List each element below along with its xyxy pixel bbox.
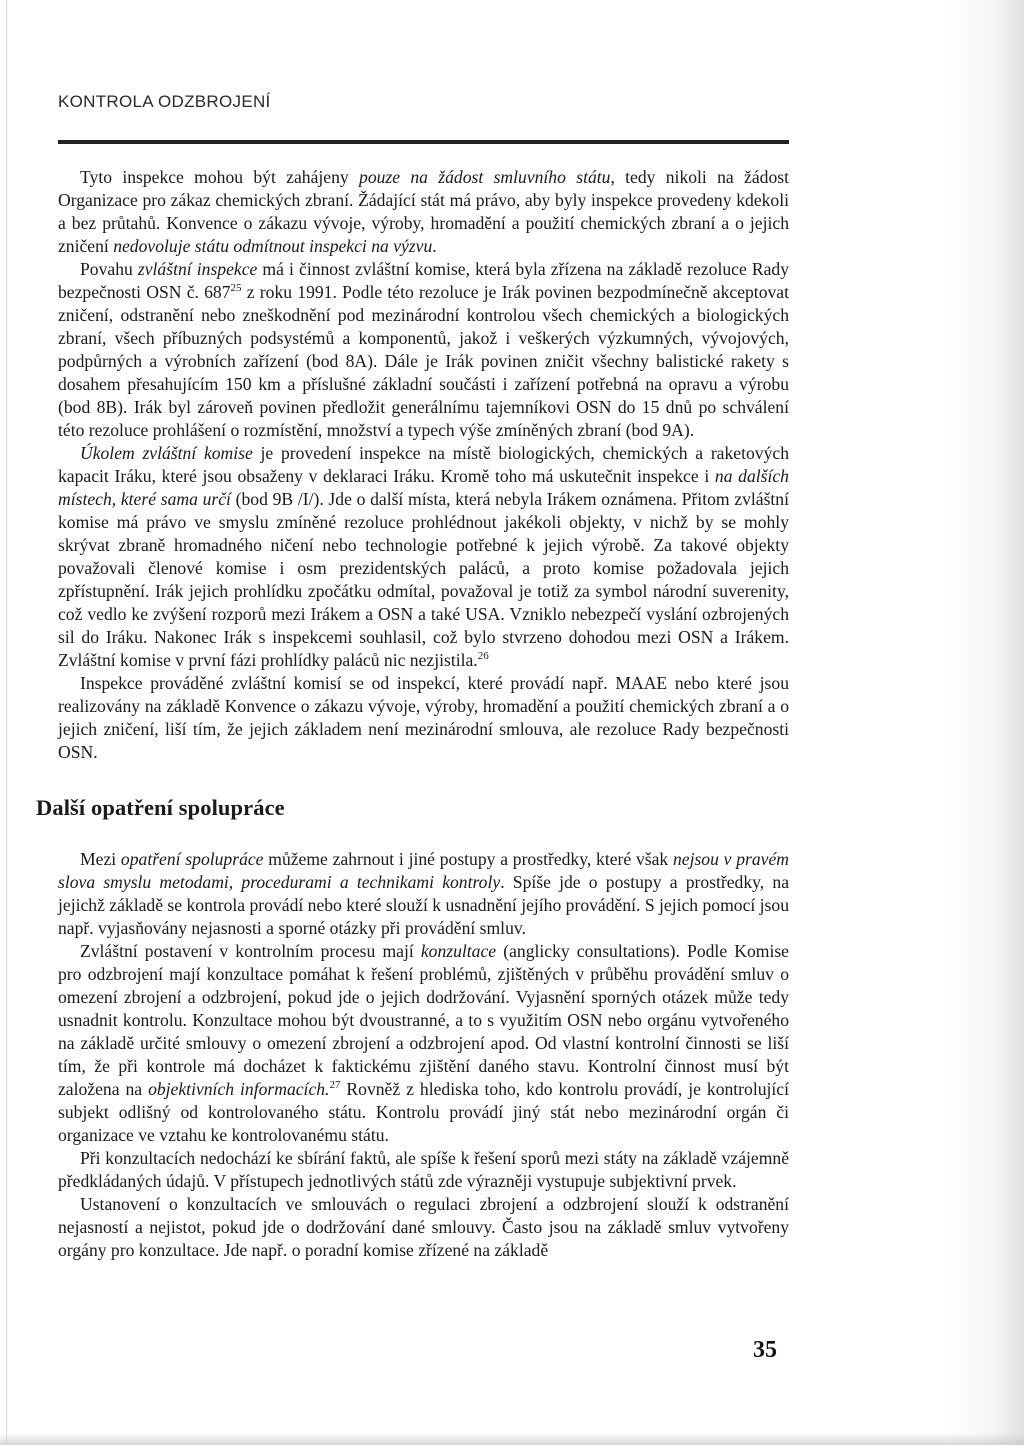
running-head: KONTROLA ODZBROJENÍ — [58, 92, 271, 111]
footnote-ref-26: 26 — [477, 650, 489, 663]
page-left-edge — [6, 0, 7, 1445]
emphasis: nedovoluje státu odmítnout inspekci na výzvu — [113, 236, 433, 256]
header-rule — [58, 140, 789, 144]
body-text — [36, 166, 790, 1262]
emphasis: konzultace — [420, 941, 497, 961]
paragraph-6: Zvláštní postavení v kontrolním procesu mají konzultace (anglicky consultations). Podle Komise pro odzbrojení mají konzultace pomáhat k řešení problémů, zjištěných v průběhu provádění smluv o omezení zbrojení a odzbrojení, pokud jde o jejich dodržování. Vyjasnění sporných otázek může tedy usnadnit kontrolu. Konzultace mohou být dvoustranné, a to s využitím OSN nebo orgánu vytvořeného na základě určité smlouvy o omezení zbrojení a odzbrojení apod. Od vlastní kontrolní činnosti se liší tím, že při kontrole má docházet k faktickému zjištění daného stavu. Kontrolní činnost musí být založena na objektivních informacích.$^{27}$ Rovněž z hlediska toho, kdo kontrolu provádí, je kontrolující subjekt odlišný od kontrolovaného státu. Kontrolu provádí jiný stát nebo mezinárodní orgán či organizace ve vztahu ke kontrolovanému státu. — [58, 941, 789, 1145]
emphasis: Úkolem zvláštní komise — [80, 443, 253, 463]
emphasis: zvláštní inspekce — [137, 259, 258, 279]
paragraph-3: Úkolem zvláštní komise je provedení inspekce na místě biologických, chemických a raketových kapacit Iráku, které jsou obsaženy v deklaraci Iráku. Kromě toho má uskutečnit inspekce i na dalších místech, které sama určí (bod 9B /I/). Jde o další místa, která nebyla Irákem oznámena. Přitom zvláštní komise má právo ve smyslu zmíněné rezoluce prohlédnout jakékoli objekty, v nichž by se mohly skrývat zbraně hromadného ničení nebo technologie potřebné k jejich výrobě. Za takové objekty považovali členové komise i osm prezidentských paláců, a proto komise požadovala jejich zpřístupnění. Irák jejich prohlídku zpočátku odmítal, považoval je totiž za symbol národní suverenity, což vedlo ke zvýšení rozporů mezi Irákem a OSN a také USA. Vzniklo nebezpečí vyslání ozbrojených sil do Iráku. Nakonec Irák s inspekcemi souhlasil, což bylo stvrzeno dohodou mezi OSN a Irákem. Zvláštní komise v první fázi prohlídky paláců nic nezjistila.$^{26}$ — [58, 443, 789, 670]
page-number: 35 — [753, 1337, 777, 1363]
footnote-ref-25: 25 — [230, 282, 242, 295]
paragraph-5: Mezi opatření spolupráce můžeme zahrnout i jiné postupy a prostředky, které však nejsou v pravém slova smyslu metodami, procedurami a technikami kontroly. Spíše jde o postupy a prostředky, na jejichž základě se kontrola provádí nebo které slouží k usnadnění jejího provádění. S jejich pomocí jsou např. vyjasňovány nejasnosti a sporné otázky při provádění smluv. — [58, 849, 789, 938]
emphasis: na dalších místech, které sama určí — [58, 466, 789, 509]
paragraph-1: Tyto inspekce mohou být zahájeny pouze na žádost smluvního státu, tedy nikoli na žádost Organizace pro zákaz chemických zbraní. Žádající stát má právo, aby byly inspekce provedeny kdekoli a bez průtahů. Konvence o zákazu vývoje, výroby, hromadění a použití chemických zbraní a o jejich zničení nedovoluje státu odmítnout inspekci na výzvu. — [58, 167, 790, 256]
emphasis: opatření spolupráce — [120, 849, 264, 869]
paragraph-2: Povahu zvláštní inspekce má i činnost zvláštní komise, která byla zřízena na základě rezoluce Rady bezpečnosti OSN č. $687^{25}$ z roku 1991. Podle této rezoluce je Irák povinen bezpodmínečně akceptovat zničení, odstranění nebo zneškodnění pod mezinárodní kontrolou všech chemických a biologických zbraní, všech příbuzných podsystémů a komponentů, jakož i veškerých výzkumných, vývojových, podpůrných a výrobních zařízení (bod 8A). Dále je Irák povinen zničit všechny balistické rakety s dosahem přesahujícím 150 km a příslušné základní součásti i zařízení potřebná na opravu a výrobu (bod 8B). Irák byl zároveň povinen předložit generálnímu tajemníkovi OSN do 15 dnů po schválení této rezoluce prohlášení o rozmístění, množství a typech výše zmíněných zbraní (bod 9A). — [58, 259, 789, 440]
footnote-ref-27: 27 — [329, 1079, 341, 1092]
scan-shadow-right — [944, 0, 1024, 1445]
scan-shadow-bottom — [0, 1433, 1024, 1445]
paragraph-4: Inspekce prováděné zvláštní komisí se od inspekcí, které provádí např. MAAE nebo které jsou realizovány na základě Konvence o zákazu vývoje, výroby, hromadění a použití chemických zbraní a o jejich zničení, liší tím, že jejich základem není mezinárodní smlouva, ale rezoluce Rady bezpečnosti OSN. — [58, 673, 789, 762]
section-heading: Další opatření spolupráce — [36, 795, 285, 820]
emphasis: objektivních informacích. — [148, 1079, 330, 1099]
emphasis: pouze na žádost smluvního státu — [359, 167, 611, 187]
emphasis: nejsou v pravém slova smyslu metodami, procedurami a technikami kontroly — [58, 849, 789, 892]
paragraph-7: Při konzultacích nedochází ke sbírání faktů, ale spíše k řešení sporů mezi státy na základě vzájemně předkládaných údajů. V přístupech jednotlivých států zde výrazněji vystupuje subjektivní prvek. — [58, 1148, 789, 1191]
paragraph-8: Ustanovení o konzultacích ve smlouvách o regulaci zbrojení a odzbrojení slouží k odstranění nejasností a nejistot, pokud jde o dodržování dané smlouvy. Často jsou na základě smluv vytvořeny orgány pro konzultace. Jde např. o poradní komise zřízené na základě — [58, 1194, 789, 1260]
